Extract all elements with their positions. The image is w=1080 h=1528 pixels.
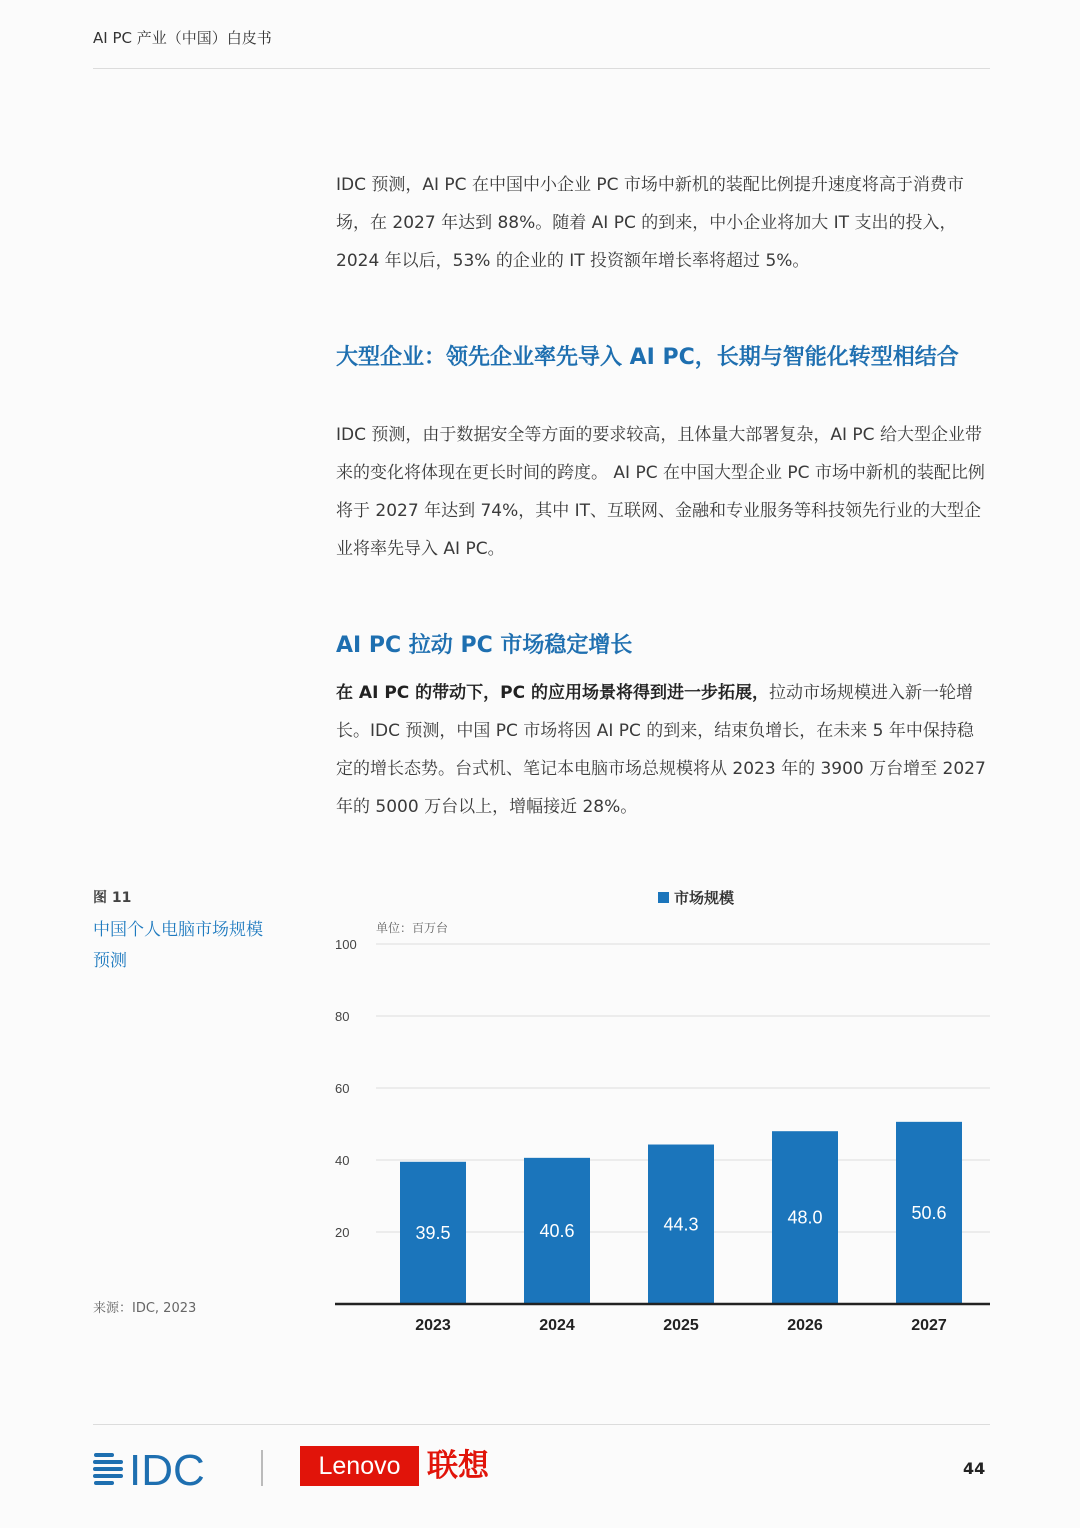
idc-logo-text: IDC — [129, 1447, 205, 1491]
bar-value-label: 50.6 — [911, 1202, 947, 1223]
y-tick-label: 80 — [335, 1009, 350, 1024]
market-size-bar-chart — [300, 870, 1000, 1350]
heading-large-enterprise: 大型企业：领先企业率先导入 AI PC，长期与智能化转型相结合 — [336, 345, 959, 370]
lenovo-chinese-logo: 联想 — [427, 1448, 489, 1484]
bar-value-label: 40.6 — [539, 1220, 575, 1241]
figure-title: 中国个人电脑市场规模预测 — [93, 920, 263, 971]
intro-paragraph: IDC 预测，AI PC 在中国中小企业 PC 市场中新机的装配比例提升速度将高于消费市场，在 2027 年达到 88%。随着 AI PC 的到来，中小企业将加大 IT 支出的投入，2024 年以后，53% 的企业的 IT 投资额年增长率将超过 5%。 — [336, 175, 964, 271]
market-paragraph-body: 拉动市场规模进入新一轮增长。IDC 预测，中国 PC 市场将因 AI PC 的到来，结束负增长，在未来 5 年中保持稳定的增长态势。台式机、笔记本电脑市场总规模将从 2023 年的 3900 万台增至 2027 年的 5000 万台以上，增幅接近 28%。 — [336, 683, 986, 817]
heading-market-growth: AI PC 拉动 PC 市场稳定增长 — [336, 633, 633, 658]
document-header: AI PC 产业（中国）白皮书 — [93, 29, 272, 47]
footer-divider — [93, 1424, 990, 1425]
market-paragraph — [336, 674, 990, 826]
x-tick-label: 2026 — [787, 1317, 823, 1334]
bar-value-label: 39.5 — [415, 1222, 451, 1243]
y-tick-label: 100 — [335, 937, 357, 952]
chart-unit-label: 单位：百万台 — [376, 921, 449, 935]
idc-logo — [93, 1447, 233, 1491]
lenovo-logo: Lenovo — [300, 1446, 419, 1486]
y-tick-label: 40 — [335, 1153, 350, 1168]
large-enterprise-paragraph: IDC 预测，由于数据安全等方面的要求较高，且体量大部署复杂，AI PC 给大型企业带来的变化将体现在更长时间的跨度。 AI PC 在中国大型企业 PC 市场中新机的装配比例将于 2027 年达到 74%，其中 IT、互联网、金融和专业服务等科技领先行业的大型企业将率先导入 AI PC。 — [336, 425, 985, 559]
page-number: 44 — [963, 1459, 986, 1478]
x-tick-label: 2027 — [911, 1317, 947, 1334]
market-paragraph-lead: 在 AI PC 的带动下，PC 的应用场景将得到进一步拓展， — [336, 683, 770, 703]
bar-value-label: 44.3 — [663, 1214, 699, 1235]
bar-value-label: 48.0 — [787, 1207, 823, 1228]
header-divider — [93, 68, 990, 69]
y-tick-label: 60 — [335, 1081, 350, 1096]
footer-logo-separator — [261, 1450, 263, 1486]
x-tick-label: 2025 — [663, 1317, 699, 1334]
figure-source: 来源：IDC, 2023 — [93, 1301, 197, 1316]
y-tick-label: 20 — [335, 1225, 350, 1240]
figure-label: 图 11 — [93, 890, 132, 906]
idc-logo-mark-icon — [93, 1453, 123, 1485]
x-tick-label: 2023 — [415, 1317, 451, 1334]
legend-label: 市场规模 — [674, 889, 735, 907]
legend-swatch — [658, 892, 669, 903]
x-tick-label: 2024 — [539, 1317, 575, 1334]
